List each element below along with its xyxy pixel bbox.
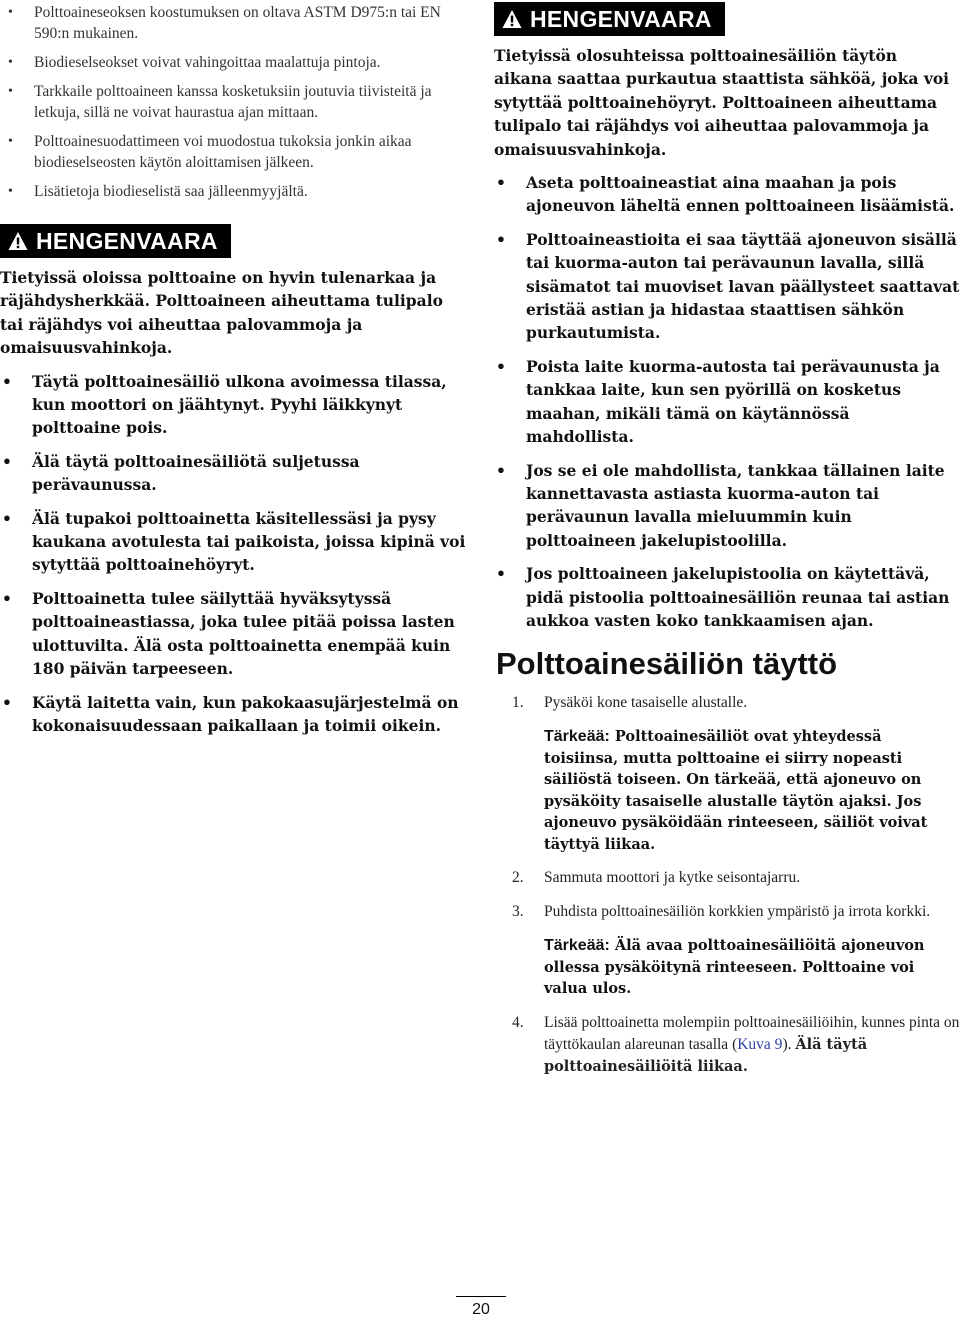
bullet-icon: • [496, 173, 506, 193]
step-item: 3. Puhdista polttoainesäiliön korkkien ympäristö ja irrota korkki. [512, 903, 931, 921]
bullet-icon: • [2, 692, 12, 712]
important-note [544, 935, 960, 1000]
danger-bullets [494, 171, 960, 632]
danger-bullets [0, 370, 470, 738]
list-item: • Tarkkaile polttoaineen kanssa kosketuksiin joutuvia tiivisteitä ja letkuja, sillä ne voivat haurastua ajan mittaan. [8, 83, 432, 121]
fueling-steps [494, 1012, 960, 1078]
bullet-icon: • [8, 55, 13, 70]
step-item: 2. Sammuta moottori ja kytke seisontajarru. [512, 869, 801, 887]
danger-warning-box [494, 2, 960, 632]
step-item: 1. Pysäköi kone tasaiselle alustalle. [512, 694, 748, 712]
bullet-icon: • [496, 229, 506, 249]
bullet-icon: • [2, 588, 12, 608]
section-title: Polttoainesäiliön täyttö [496, 646, 838, 682]
danger-text: Tietyissä oloissa polttoaine on hyvin tulenarkaa ja räjähdysherkkää. Polttoaineen aiheuttama tulipalo tai räjähdys voi aiheuttaa palovammoja ja omaisuusvahinkoja. [0, 268, 443, 358]
note-text: Älä avaa polttoainesäiliöitä ajoneuvon ollessa pysäköitynä rinteeseen. Polttoaine voi valua ulos. [544, 937, 925, 998]
warning-triangle-icon [8, 231, 28, 251]
list-item: • Älä tupakoi polttoainetta käsitellessäsi ja pysy kaukana avotulesta tai paikoista, joissa kipinä voi sytyttää polttoainehöyryt. [2, 508, 466, 575]
overfill-warning: Älä täytä polttoainesäiliöitä liikaa. [544, 1035, 868, 1075]
fueling-steps [494, 692, 960, 714]
bullet-icon: • [8, 5, 13, 20]
danger-text: Tietyissä olosuhteissa polttoainesäiliön täytön aikana saattaa purkautua staattista sähköä, joka voi sytyttää polttoainehöyryt. Polttoaineen aiheuttama tulipalo tai räjähdys voi aiheuttaa palovammoja ja omaisuusvahinkoja. [494, 46, 950, 159]
important-note [544, 726, 960, 855]
list-item: • Lisätietoja biodieselistä saa jälleenmyyjältä. [8, 183, 308, 200]
warning-triangle-icon [502, 9, 522, 29]
figure-link[interactable]: Kuva 9 [737, 1035, 783, 1053]
left-column [0, 0, 470, 747]
danger-label: HENGENVAARA [530, 5, 712, 32]
list-item: • Käytä laitetta vain, kun pakokaasujärjestelmä on kokonaisuudessaan paikallaan ja toimii oikein. [2, 692, 459, 735]
danger-banner [494, 2, 725, 36]
note-label: Tärkeää: [544, 728, 610, 746]
right-column [494, 0, 960, 1090]
bullet-icon: • [8, 84, 13, 99]
list-item: • Täytä polttoainesäiliö ulkona avoimessa tilassa, kun moottori on jäähtynyt. Pyyhi läikkynyt polttoaine pois. [2, 371, 447, 438]
list-item: • Polttoaineseoksen koostumuksen on oltava ASTM D975:n tai EN 590:n mukainen. [8, 4, 441, 42]
bullet-icon: • [8, 134, 13, 149]
list-item: • Polttoainesuodattimeen voi muodostua tukoksia jonkin aikaa biodieselseosten käytön aloittamisen jälkeen. [8, 133, 412, 171]
list-item: • Jos se ei ole mahdollista, tankkaa tällainen laite kannettavasta astiasta kuorma-auton tai perävaunun lavalla mieluummin kuin polttoaineen jakelupistoolilla. [496, 460, 945, 550]
bullet-icon: • [496, 460, 506, 480]
bullet-icon: • [2, 371, 12, 391]
note-text: Polttoainesäiliöt ovat yhteydessä toisiinsa, mutta polttoaine ei siirry nopeasti säiliöstä toiseen. On tärkeää, että ajoneuvo on pysäköity tasaiselle alustalle täytön ajaksi. Jos ajoneuvo pysäköidään rinteeseen, säiliöt voivat täyttyä liikaa. [544, 728, 928, 853]
danger-banner [0, 224, 231, 258]
bullet-icon: • [496, 564, 506, 584]
note-label: Tärkeää: [544, 937, 610, 955]
bullet-icon: • [496, 356, 506, 376]
list-item: • Polttoainetta tulee säilyttää hyväksytyssä polttoaineastiassa, joka tulee pitää poissa lasten ulottuvilta. Älä osta polttoainetta enempää kuin 180 päivän tarpeeseen. [2, 588, 455, 679]
fueling-steps [494, 867, 960, 923]
list-item: • Jos polttoaineen jakelupistoolia on käytettävä, pidä pistoolia polttoainesäiliön reunaa tai astian aukkoa vasten koko tankkaamisen ajan. [496, 564, 950, 630]
bullet-icon: • [2, 451, 12, 471]
list-item: • Aseta polttoaineastiat aina maahan ja pois ajoneuvon läheltä ennen polttoaineen lisäämistä. [496, 173, 955, 216]
page-number: 20 [456, 1296, 506, 1319]
bullet-icon: • [8, 184, 13, 199]
list-item: • Biodieselseokset voivat vahingoittaa maalattuja pintoja. [8, 54, 381, 71]
list-item: • Älä täytä polttoainesäiliötä suljetussa perävaunussa. [2, 451, 360, 495]
list-item: • Poista laite kuorma-autosta tai perävaunusta ja tankkaa laite, kun sen pyörillä on kosketus maahan, mikäli tämä on käytännössä mahdollista. [496, 356, 940, 447]
step-item: 4. Lisää polttoainetta molempiin polttoainesäiliöihin, kunnes pinta on täyttökaulan alareunan tasalla (Kuva 9). Älä täytä polttoainesäiliöitä liikaa. [512, 1013, 960, 1075]
biodiesel-notes-list [0, 2, 470, 202]
danger-label: HENGENVAARA [36, 227, 218, 254]
bullet-icon: • [2, 508, 12, 528]
danger-warning-box [0, 224, 470, 737]
list-item: • Polttoaineastioita ei saa täyttää ajoneuvon sisällä tai kuorma-auton tai perävaunun lavalla, sillä sisämatot tai muoviset lavan päällysteet saattavat eristää astian ja hidastaa staattisen sähkön purkautumista. [496, 229, 960, 343]
